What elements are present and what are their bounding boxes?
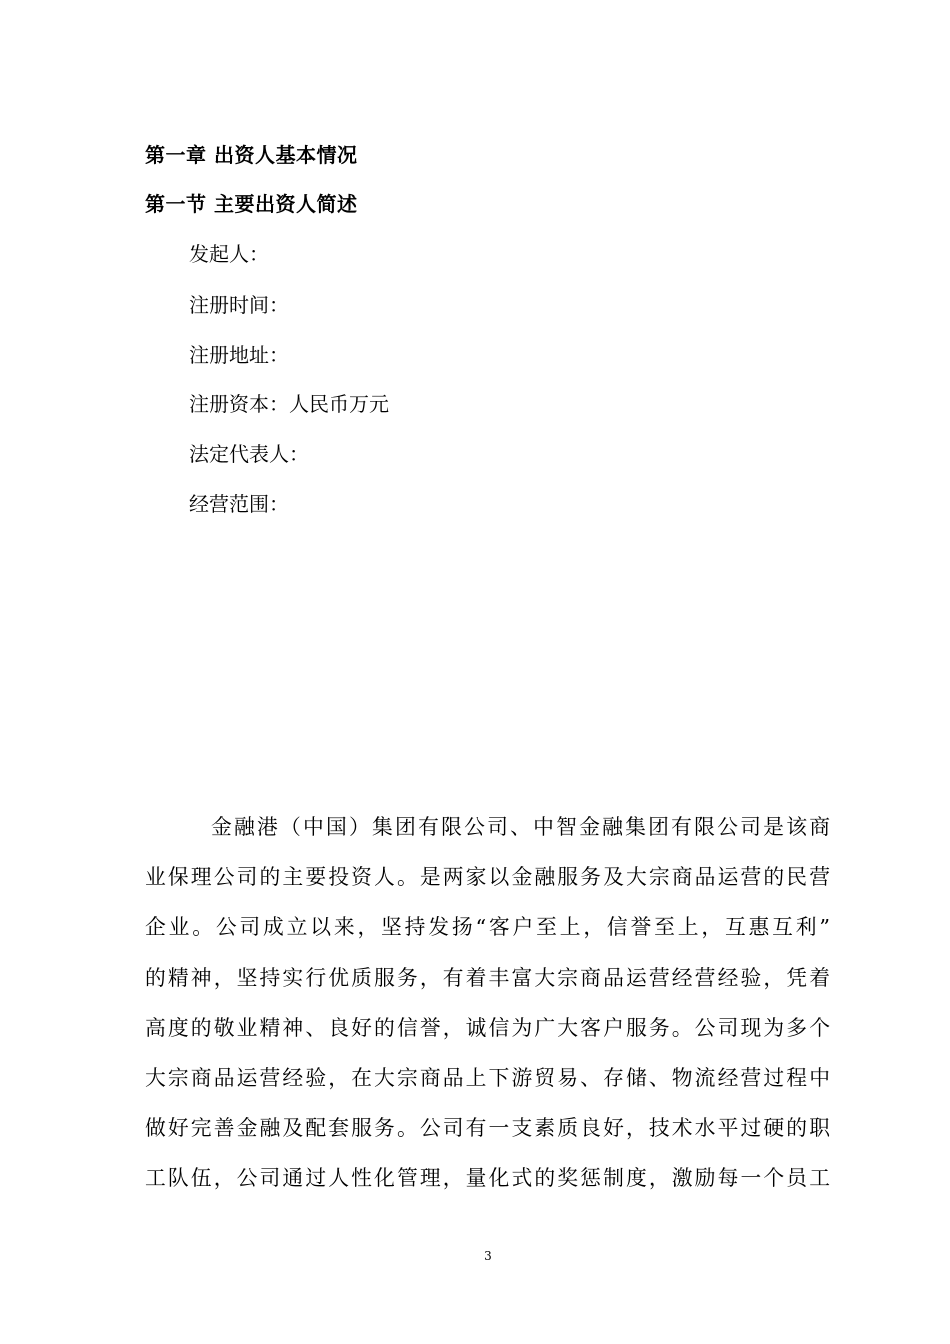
page-number: 3: [484, 1249, 492, 1263]
paragraph-line: 业保理公司的主要投资人。是两家以金融服务及大宗商品运营的民营: [145, 865, 830, 890]
paragraph-line: 做好完善金融及配套服务。公司有一支素质良好，技术水平过硬的职: [145, 1116, 830, 1141]
chapter-heading: 第一章 出资人基本情况: [145, 143, 358, 167]
paragraph-line: 大宗商品运营经验，在大宗商品上下游贸易、存储、物流经营过程中: [145, 1065, 830, 1090]
field-sponsor: 发起人：: [189, 242, 269, 266]
paragraph-line: 金融港（中国）集团有限公司、中智金融集团有限公司是该商: [211, 815, 830, 839]
paragraph-line: 工队伍，公司通过人性化管理，量化式的奖惩制度，激励每一个员工: [145, 1166, 830, 1191]
field-registration-date: 注册时间：: [189, 293, 289, 317]
paragraph-line: 的精神，坚持实行优质服务，有着丰富大宗商品运营经营经验，凭着: [145, 965, 830, 990]
field-business-scope: 经营范围：: [189, 492, 289, 516]
field-registered-capital: 注册资本：人民币万元: [189, 392, 389, 416]
company-description-paragraph: [145, 802, 830, 1204]
paragraph-line: 高度的敬业精神、良好的信誉，诚信为广大客户服务。公司现为多个: [145, 1015, 830, 1040]
paragraph-line: 企业。公司成立以来，坚持发扬“客户至上，信誉至上，互惠互利”: [145, 915, 830, 940]
section-heading: 第一节 主要出资人简述: [145, 192, 358, 216]
field-legal-representative: 法定代表人：: [189, 442, 309, 466]
field-registration-address: 注册地址：: [189, 343, 289, 367]
